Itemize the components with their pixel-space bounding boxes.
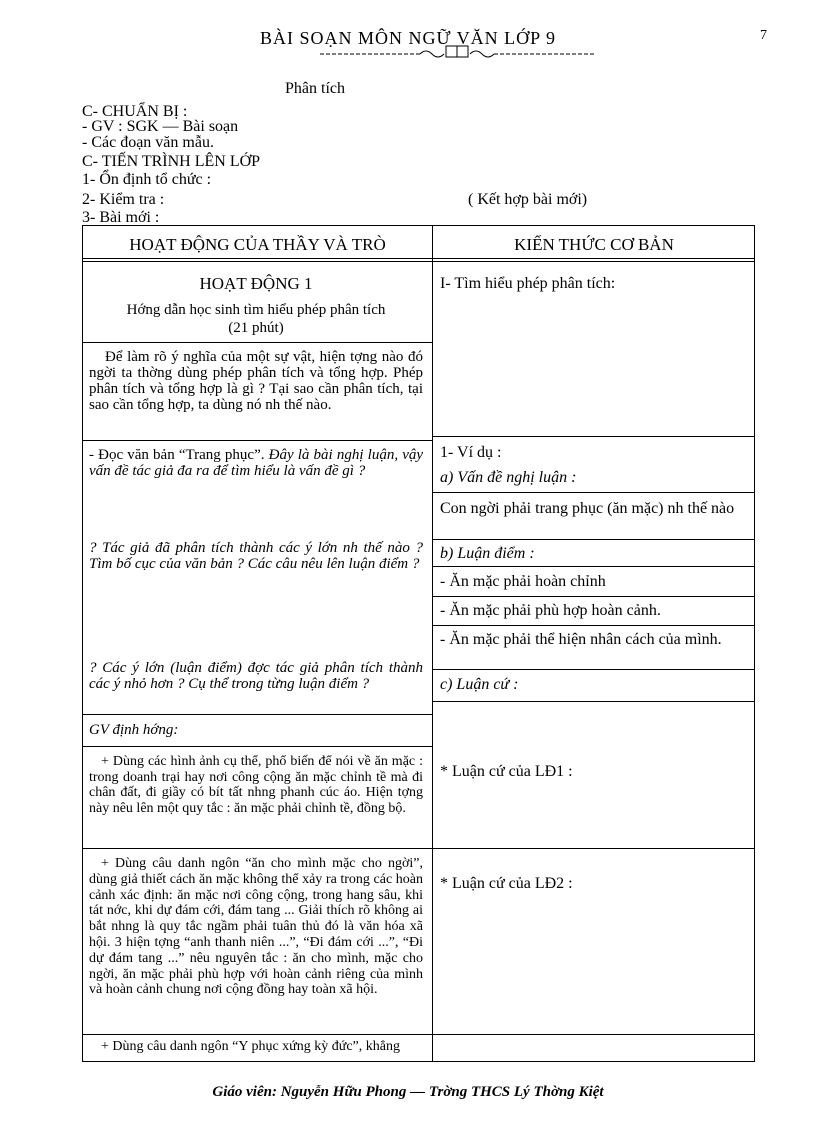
activity-subtitle: Hớng dẫn học sinh tìm hiểu phép phân tích — [126, 302, 386, 318]
label-a: a) Vấn đề nghị luận : — [440, 469, 577, 486]
row-separator — [83, 848, 432, 849]
column-divider — [432, 226, 433, 1061]
read-question: Đây là bài nghị luận, vậy vấn đề tác giả đa ra để tìm hiểu là vấn đề gì ? — [89, 447, 424, 479]
row-separator — [433, 669, 755, 670]
row-separator — [83, 342, 432, 343]
question-2: ? Tác giả đã phân tích thành các ý lớn nh thế nào ? Tìm bố cục của văn bản ? Các câu nêu lên luận điểm ? — [89, 540, 423, 572]
section-heading: I- Tìm hiểu phép phân tích: — [440, 275, 616, 292]
process-heading: C- TIẾN TRÌNH LÊN LỚP — [82, 153, 261, 170]
label-c: c) Luận cứ : — [440, 676, 519, 693]
label-b: b) Luận điểm : — [440, 545, 535, 562]
row-separator — [83, 714, 432, 715]
guide-paragraph: + Dùng các hình ảnh cụ thể, phổ biến để nói về ăn mặc : trong doanh trại hay nơi công cộng ăn mặc chỉnh tề mà đi chân đất, đi giầy có bít tất nhng phanh cúc áo. Hiện tợng này nêu lên một quy tắc : ăn mặc phải chỉnh tề, đồng bộ. — [89, 754, 423, 816]
prep-item: - GV : SGK — Bài soạn — [82, 118, 239, 135]
lesson-table — [82, 225, 755, 1062]
header-row-line — [83, 258, 754, 259]
evidence-item: * Luận cứ của LĐ2 : — [440, 875, 573, 892]
activity-title: HOẠT ĐỘNG 1 — [199, 274, 313, 293]
activity-time: (21 phút) — [228, 320, 284, 336]
read-prefix: - Đọc văn bản “Trang phục”. — [89, 447, 265, 463]
step-item: 3- Bài mới : — [82, 209, 160, 226]
row-separator — [83, 1034, 432, 1035]
prep-heading: C- CHUẨN BỊ : — [82, 103, 188, 120]
guide-paragraph: + Dùng câu danh ngôn “Y phục xứng kỳ đức”, khẳng — [101, 1039, 400, 1054]
row-separator — [83, 440, 432, 441]
row-separator — [433, 625, 755, 626]
intro-paragraph: Để làm rõ ý nghĩa của một sự vật, hiện tợng nào đó ngời ta thờng dùng phép phân tích và tổng hợp. Phép phân tích và tổng hợp là gì ? Tại sao cần phân tích, tại sao cần tổng hợp, ta dùng nó nh thế nào. — [89, 349, 423, 413]
lesson-title: Phân tích — [285, 80, 345, 97]
row-separator — [433, 436, 755, 437]
step-item: 1- Ổn định tổ chức : — [82, 171, 212, 188]
prep-item: - Các đoạn văn mẫu. — [82, 134, 214, 151]
read-task — [89, 447, 423, 479]
step-note: ( Kết hợp bài mới) — [468, 191, 588, 208]
row-separator — [83, 746, 432, 747]
column-header: HOẠT ĐỘNG CỦA THẦY VÀ TRÒ — [129, 235, 386, 254]
text-a: Con ngời phải trang phục (ăn mặc) nh thế nào — [440, 500, 735, 517]
point-item: - Ăn mặc phải phù hợp hoàn cảnh. — [440, 602, 661, 619]
header-ornament — [320, 44, 594, 60]
step-item: 2- Kiểm tra : — [82, 191, 165, 208]
point-item: - Ăn mặc phải thể hiện nhân cách của mình. — [440, 631, 722, 648]
row-separator — [433, 1034, 755, 1035]
header-title: BÀI SOẠN MÔN NGỮ VĂN LỚP 9 — [260, 28, 556, 48]
row-separator — [433, 566, 755, 567]
footer-text: Giáo viên: Nguyễn Hữu Phong — Trờng THCS Lý Thờng Kiệt — [212, 1084, 604, 1100]
guide-paragraph: + Dùng câu danh ngôn “ăn cho mình mặc cho ngời”, dùng giả thiết cách ăn mặc không thể xảy ra trong các hoàn cảnh xác định: ăn mặc nơi công cộng, trong hang sâu, khi tát nớc, khi dự đám cới, đám tang ... Giải thích rõ không ai bắt nhng là quy tắc ngầm phải tuân thủ đó là văn hóa xã hội. 3 hiện tợng “anh thanh niên ...”, “Đi đám cới ...”, “Đi dự đám tang ...” nêu nguyên tắc : ăn cho mình, mặc cho ngời, ăn mặc phải phù hợp với hoàn cảnh riêng của mình và hoàn cảnh chung nơi cộng đồng hay toàn xã hội. — [89, 856, 423, 998]
row-separator — [433, 539, 755, 540]
header-row-line — [83, 261, 754, 262]
row-separator — [433, 701, 755, 702]
row-separator — [433, 492, 755, 493]
row-separator — [433, 596, 755, 597]
guide-heading: GV định hớng: — [89, 722, 179, 738]
question-3: ? Các ý lớn (luận điểm) đợc tác giả phân tích thành các ý nhỏ hơn ? Cụ thể trong từng luận điểm ? — [89, 660, 423, 692]
column-header: KIẾN THỨC CƠ BẢN — [514, 235, 674, 254]
page-number: 7 — [760, 28, 767, 43]
row-separator — [433, 848, 755, 849]
evidence-item: * Luận cứ của LĐ1 : — [440, 763, 573, 780]
point-item: - Ăn mặc phải hoàn chỉnh — [440, 573, 606, 590]
example-heading: 1- Ví dụ : — [440, 444, 502, 461]
